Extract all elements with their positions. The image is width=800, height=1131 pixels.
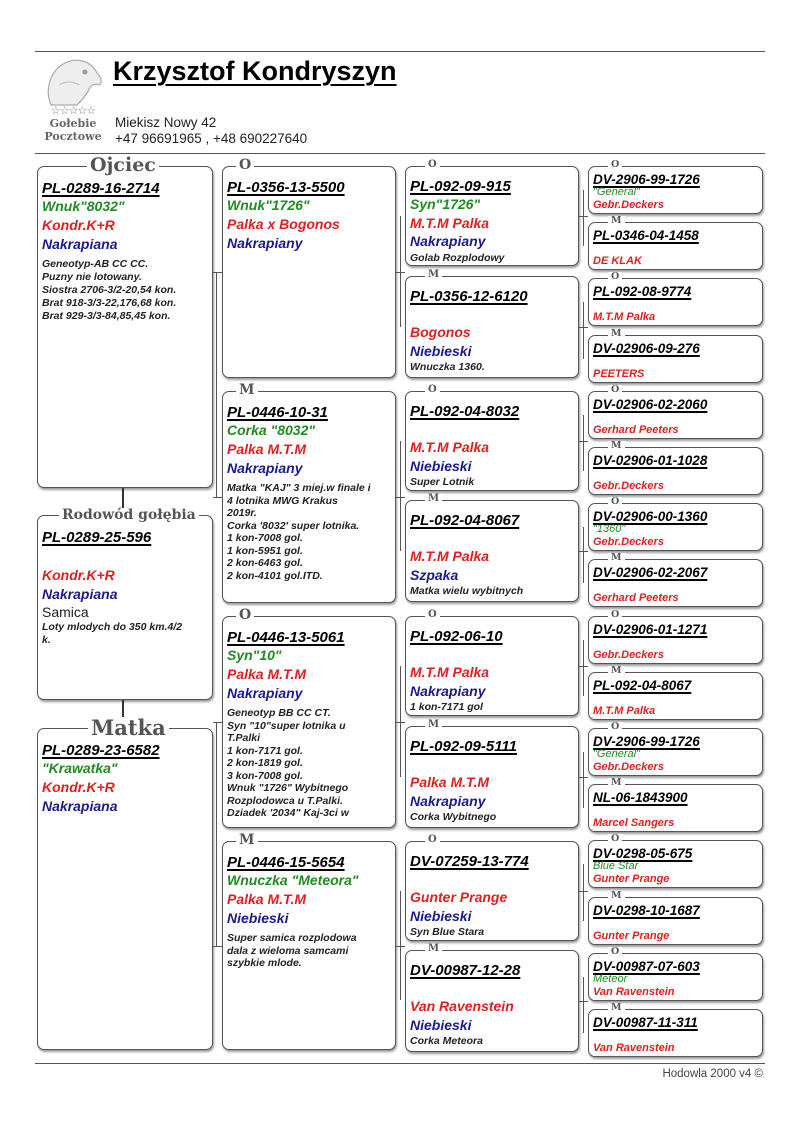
- breeder: Palka x Bogonos: [227, 216, 340, 232]
- color: Niebieski: [410, 342, 472, 359]
- ring-number: PL-0289-23-6582: [42, 742, 160, 759]
- pigeon-name: Blue Star: [593, 860, 639, 872]
- ancestor-card[interactable]: [588, 503, 763, 551]
- breeder: Gunter Prange: [593, 873, 670, 885]
- owner-name: Krzysztof Kondryszyn: [113, 56, 397, 86]
- pigeon-name: Corka "8032": [227, 422, 315, 438]
- color: Niebieski: [410, 1016, 472, 1033]
- ring-number: PL-092-09-5111: [410, 738, 518, 755]
- ring-number: PL-0289-25-596: [42, 529, 152, 546]
- name-spacer: [593, 468, 758, 479]
- breeder: Van Ravenstein: [593, 986, 675, 998]
- ring-number: PL-092-09-915: [410, 178, 511, 195]
- footer-credit: Hodowla 2000 v4 ©: [662, 1068, 763, 1080]
- connector: [583, 864, 584, 921]
- color: Nakrapiany: [227, 460, 303, 476]
- ring-number: PL-0446-10-31: [227, 404, 328, 421]
- sex-label: M: [608, 666, 625, 676]
- note-line: Loty mlodych do 350 km.4/2: [42, 621, 183, 633]
- color: Nakrapiana: [42, 236, 118, 252]
- sex-label: M: [608, 891, 625, 901]
- pigeon-name: "General": [593, 186, 640, 198]
- mother-card[interactable]: [37, 728, 213, 1050]
- ancestor-card[interactable]: [588, 672, 763, 720]
- name-spacer: [410, 979, 574, 997]
- notes: [227, 932, 391, 970]
- connector: [583, 640, 584, 696]
- breeder: M.T.M Palka: [593, 705, 656, 717]
- footer-rule: [35, 1063, 765, 1064]
- breeder: Marcel Sangers: [593, 817, 675, 829]
- breeder: M.T.M Palka: [410, 548, 490, 564]
- ancestor-card[interactable]: [588, 784, 763, 832]
- breeder: Gebr.Deckers: [593, 480, 664, 492]
- breeder: Palka M.T.M: [227, 666, 307, 682]
- ancestor-card[interactable]: [588, 897, 763, 945]
- sex-label: M: [236, 383, 258, 397]
- name-spacer: [593, 412, 758, 423]
- color: Niebieski: [410, 457, 472, 474]
- ancestor-card[interactable]: [588, 953, 763, 1001]
- great-grandparent-card[interactable]: [405, 950, 579, 1052]
- connector: [216, 722, 217, 946]
- sex-label: O: [425, 385, 440, 395]
- grandparent-card[interactable]: [222, 616, 396, 828]
- name-spacer: [593, 580, 758, 591]
- sex-label: M: [236, 833, 258, 847]
- note: Corka Wybitnego: [410, 811, 497, 823]
- note: 1 kon-7171 gol: [410, 701, 483, 713]
- sex-label: O: [608, 497, 622, 507]
- note: Corka Meteora: [410, 1035, 483, 1047]
- ring-number: DV-2906-99-1726: [593, 172, 700, 187]
- name-spacer: [410, 305, 574, 323]
- sex-label: O: [425, 160, 440, 170]
- breeder: Palka M.T.M: [410, 774, 490, 790]
- note-line: Wnuk "1726" Wybitnego: [227, 782, 349, 794]
- note-line: Brat 929-3/3-84,85,45 kon.: [42, 310, 171, 322]
- sex-label: O: [608, 947, 622, 957]
- name-spacer: [593, 356, 758, 367]
- sex-label: O: [608, 610, 622, 620]
- name-spacer: [410, 529, 574, 547]
- logo: [35, 55, 111, 147]
- note-line: Corka '8032' super lotnika.: [227, 519, 360, 532]
- color: Nakrapiany: [227, 685, 303, 701]
- color: Nakrapiana: [42, 798, 118, 814]
- color: Nakrapiany: [410, 682, 486, 699]
- connector: [583, 977, 584, 1033]
- breeder: Gebr.Deckers: [593, 761, 664, 773]
- connector: [583, 302, 584, 359]
- sex-label: M: [608, 329, 625, 339]
- connector: [400, 891, 401, 1000]
- note-line: Brat 918-3/3-22,176,68 kon.: [42, 297, 177, 309]
- pigeon-head-icon: [41, 55, 105, 107]
- note-line: Dziadek '2034" Kaj-3ci w: [227, 807, 349, 819]
- sex-label: O: [608, 160, 622, 170]
- ancestor-card[interactable]: [588, 166, 763, 214]
- ancestor-card[interactable]: [588, 616, 763, 664]
- note-line: Super samica rozplodowa: [227, 932, 357, 944]
- connector: [400, 216, 401, 327]
- breeder: Kondr.K+R: [42, 779, 115, 795]
- breeder: Kondr.K+R: [42, 567, 115, 583]
- ring-number: DV-00987-07-603: [593, 959, 700, 974]
- breeder: Bogonos: [410, 324, 471, 340]
- sex-label: M: [608, 1003, 625, 1013]
- grandparent-card[interactable]: [222, 841, 396, 1050]
- ring-number: PL-0446-13-5061: [227, 629, 345, 646]
- logo-text-line2: Pocztowe: [44, 130, 102, 143]
- sex-label: M: [608, 441, 625, 451]
- great-grandparent-card[interactable]: [405, 500, 579, 602]
- sex-label: M: [425, 270, 442, 280]
- grandparent-card[interactable]: [222, 166, 396, 378]
- color: Niebieski: [227, 910, 289, 926]
- sex-label: M: [425, 494, 442, 504]
- breeder: M.T.M Palka: [410, 439, 490, 455]
- ring-number: DV-07259-13-774: [410, 853, 529, 870]
- ring-number: PL-0446-15-5654: [227, 854, 345, 871]
- connector: [400, 666, 401, 777]
- grandparent-card[interactable]: [222, 391, 396, 603]
- notes: [227, 482, 391, 582]
- breeder: M.T.M Palka: [410, 214, 490, 231]
- pigeon-name: Meteor: [593, 973, 628, 985]
- sex-label: M: [608, 216, 625, 226]
- connector: [583, 415, 584, 471]
- ring-number: DV-02906-01-1271: [593, 622, 708, 637]
- ring-number: DV-02906-00-1360: [593, 509, 708, 524]
- ancestor-card[interactable]: [588, 335, 763, 383]
- breeder: Van Ravenstein: [410, 998, 514, 1014]
- sex-label: O: [608, 834, 622, 844]
- ring-number: PL-0289-16-2714: [42, 180, 160, 197]
- ring-number: NL-06-1843900: [593, 790, 688, 805]
- breeder: Gebr.Deckers: [593, 536, 664, 548]
- name-spacer: [593, 693, 758, 704]
- father-card[interactable]: [37, 166, 213, 488]
- pigeon-name: Syn"1726": [410, 196, 481, 212]
- sex-label: O: [608, 385, 622, 395]
- note-line: 2019r.: [227, 507, 257, 519]
- notes: [42, 621, 208, 647]
- breeder: Gerhard Peeters: [593, 424, 679, 436]
- note-line: Geneotyp BB CC CT.: [227, 707, 331, 719]
- ring-number: DV-0298-10-1687: [593, 903, 700, 918]
- sex-label: O: [425, 610, 440, 620]
- connector: [213, 722, 222, 723]
- great-grandparent-card[interactable]: [405, 726, 579, 828]
- sex-label: O: [425, 835, 440, 845]
- note-line: Rozplodowca u T.Palki.: [227, 794, 343, 807]
- connector: [213, 497, 222, 498]
- ring-number: PL-092-04-8067: [593, 678, 692, 693]
- color: Szpaka: [410, 566, 459, 583]
- color: Nakrapiany: [227, 235, 303, 251]
- breeder: M.T.M Palka: [410, 664, 490, 680]
- note-line: 3 kon-7008 gol.: [227, 769, 303, 782]
- ancestor-card[interactable]: [588, 447, 763, 495]
- note-line: Matka "KAJ" 3 miej.w finale i: [227, 482, 371, 494]
- name-spacer: [410, 645, 574, 663]
- breeder: Gunter Prange: [593, 930, 670, 942]
- name-spacer: [593, 805, 758, 816]
- sex-label: M: [608, 778, 625, 788]
- sex-label: M: [425, 944, 442, 954]
- name-spacer: [410, 420, 574, 438]
- note: Golab Rozplodowy: [410, 251, 505, 264]
- great-grandparent-card[interactable]: [405, 166, 579, 266]
- great-grandparent-card[interactable]: [405, 616, 579, 716]
- breeder: Van Ravenstein: [593, 1042, 675, 1054]
- note-line: k.: [42, 634, 51, 646]
- connector: [583, 752, 584, 808]
- ancestor-card[interactable]: [588, 1009, 763, 1057]
- mother-label: Matka: [88, 717, 169, 738]
- note-line: 4 lotnika MWG Krakus: [227, 494, 338, 507]
- ring-number: DV-02906-02-2060: [593, 397, 708, 412]
- father-label: Ojciec: [87, 156, 159, 175]
- pigeon-name: Wnuczka "Meteora": [227, 872, 359, 888]
- note-line: 1 kon-7008 gol.: [227, 532, 303, 544]
- sex-label: O: [236, 608, 254, 622]
- color: Nakrapiany: [410, 792, 486, 809]
- subject-label: Rodowód gołębia: [59, 508, 199, 522]
- color: Nakrapiana: [42, 586, 118, 602]
- owner-phones: +47 96691965 , +48 690227640: [115, 131, 308, 146]
- note-line: Siostra 2706-3/2-20,54 kon.: [42, 284, 177, 296]
- stars: ☆☆☆☆☆: [50, 105, 96, 117]
- breeder: M.T.M Palka: [593, 311, 656, 323]
- note-line: 2 kon-4101 gol.ITD.: [227, 569, 323, 582]
- ring-number: PL-092-08-9774: [593, 284, 692, 299]
- ancestor-card[interactable]: [588, 278, 763, 326]
- sex-label: O: [608, 272, 622, 282]
- ring-number: DV-00987-11-311: [593, 1015, 698, 1030]
- connector: [583, 527, 584, 583]
- name-spacer: [593, 918, 758, 929]
- name-spacer: [593, 243, 758, 254]
- pigeon-name: "General": [593, 748, 640, 760]
- note: Super Lotnik: [410, 476, 475, 488]
- pigeon-name: Wnuk"1726": [227, 197, 310, 213]
- great-grandparent-card[interactable]: [405, 276, 579, 378]
- logo-text-line1: Gołebie: [49, 117, 97, 130]
- color: Niebieski: [410, 907, 472, 924]
- note: Wnuczka 1360.: [410, 361, 485, 373]
- owner-contact: [115, 115, 307, 147]
- sex-label: O: [236, 158, 254, 172]
- ancestor-card[interactable]: [588, 391, 763, 439]
- name-spacer: [410, 755, 574, 773]
- ring-number: PL-092-04-8067: [410, 512, 520, 529]
- breeder: Gunter Prange: [410, 889, 508, 905]
- sex-label: O: [608, 722, 622, 732]
- subject-card[interactable]: [37, 515, 213, 700]
- note-line: 1 kon-5951 gol.: [227, 544, 303, 557]
- color: Nakrapiany: [410, 233, 486, 249]
- ring-number: DV-02906-09-276: [593, 341, 700, 356]
- breeder: Kondr.K+R: [42, 217, 115, 233]
- top-rule: [35, 51, 765, 52]
- connector: [583, 190, 584, 246]
- pigeon-name: Syn"10": [227, 647, 282, 663]
- ring-number: DV-00987-12-28: [410, 962, 521, 979]
- ring-number: DV-02906-02-2067: [593, 565, 708, 580]
- name-spacer: [593, 1030, 758, 1041]
- ring-number: DV-0298-05-675: [593, 846, 693, 861]
- notes: [227, 707, 391, 820]
- ring-number: PL-092-06-10: [410, 628, 503, 645]
- connector: [213, 946, 222, 947]
- ancestor-card[interactable]: [588, 559, 763, 607]
- note-line: Puzny nie lotowany.: [42, 271, 142, 283]
- note-line: 1 kon-7171 gol.: [227, 744, 303, 757]
- note-line: 2 kon-6463 gol.: [227, 557, 303, 569]
- breeder: Gebr.Deckers: [593, 199, 664, 211]
- ancestor-card[interactable]: [588, 728, 763, 776]
- great-grandparent-card[interactable]: [405, 841, 579, 941]
- ancestor-card[interactable]: [588, 222, 763, 270]
- sex-label: M: [425, 720, 442, 730]
- ring-number: DV-02906-01-1028: [593, 453, 708, 468]
- owner-address: Miekisz Nowy 42: [115, 115, 217, 130]
- ring-number: PL-0356-13-5500: [227, 179, 345, 196]
- note-line: Geneotyp-AB CC CC.: [42, 258, 149, 270]
- note-line: Syn "10"super lotnika u: [227, 719, 346, 732]
- note-line: 2 kon-1819 gol.: [227, 757, 303, 769]
- connector: [216, 272, 217, 497]
- name-spacer: [593, 299, 758, 310]
- ring-number: PL-0356-12-6120: [410, 288, 528, 305]
- ring-number: PL-092-04-8032: [410, 403, 520, 420]
- note-line: T.Palki: [227, 732, 261, 744]
- connector: [400, 441, 401, 551]
- ring-number: PL-0346-04-1458: [593, 228, 699, 243]
- ancestor-card[interactable]: [588, 840, 763, 888]
- note: Matka wielu wybitnych: [410, 585, 524, 597]
- breeder: DE KLAK: [593, 255, 642, 267]
- great-grandparent-card[interactable]: [405, 391, 579, 491]
- ring-number: DV-2906-99-1726: [593, 734, 700, 749]
- connector: [213, 272, 222, 273]
- notes: [42, 258, 208, 323]
- note-line: dala z wieloma samcami: [227, 944, 349, 957]
- name-spacer: [410, 870, 574, 888]
- name-spacer: [593, 637, 758, 648]
- pigeon-name: Wnuk"8032": [42, 198, 125, 214]
- breeder: Gebr.Deckers: [593, 649, 664, 661]
- breeder: PEETERS: [593, 368, 645, 380]
- sex: Samica: [42, 604, 89, 620]
- sex-label: M: [608, 553, 625, 563]
- pigeon-name: "1360": [593, 523, 626, 535]
- pigeon-name: "Krawatka": [42, 760, 118, 776]
- breeder: Palka M.T.M: [227, 441, 307, 457]
- breeder: Palka M.T.M: [227, 891, 307, 907]
- note-line: szybkie mlode.: [227, 957, 302, 969]
- note: Syn Blue Stara: [410, 926, 485, 938]
- breeder: Gerhard Peeters: [593, 592, 679, 604]
